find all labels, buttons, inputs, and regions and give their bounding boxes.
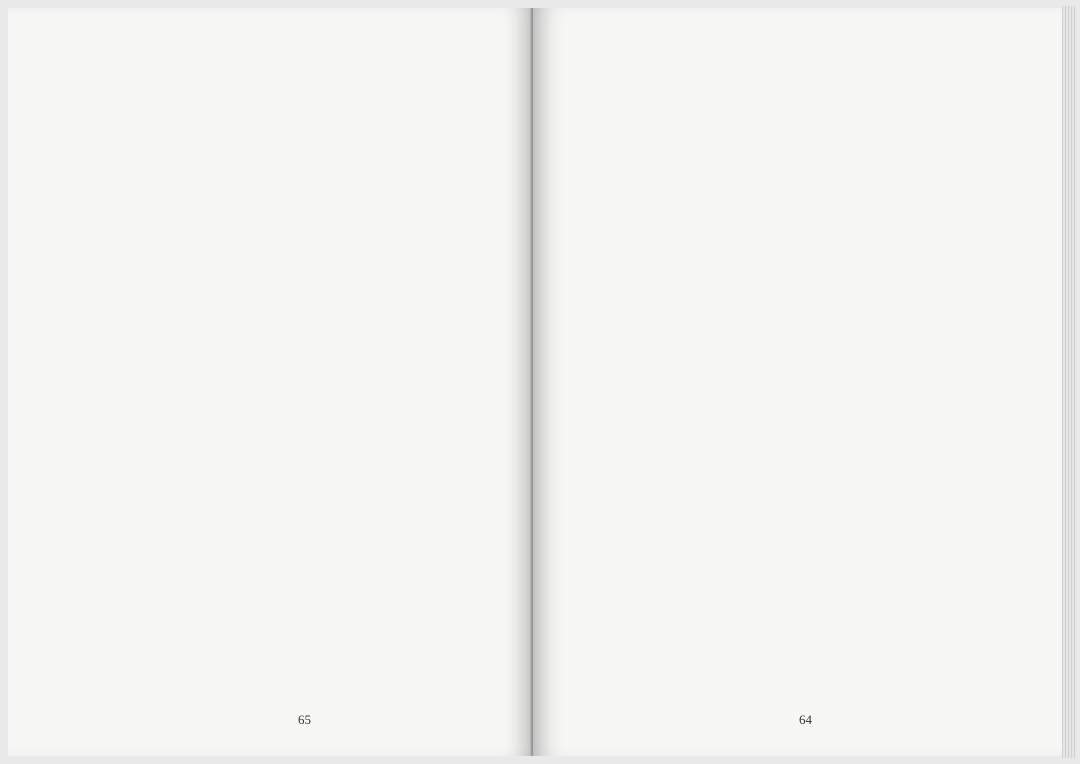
page-number-left: 65 xyxy=(298,712,311,727)
right-upper-text-block xyxy=(597,44,1017,344)
page-number-right: 64 xyxy=(799,712,812,727)
right-lower-text-block xyxy=(615,368,1035,668)
left-lower-text-block xyxy=(68,396,368,694)
right-page xyxy=(533,8,1063,756)
page-stack-edge xyxy=(1062,6,1076,758)
left-upper-text-block xyxy=(74,52,374,370)
left-page xyxy=(8,8,533,756)
